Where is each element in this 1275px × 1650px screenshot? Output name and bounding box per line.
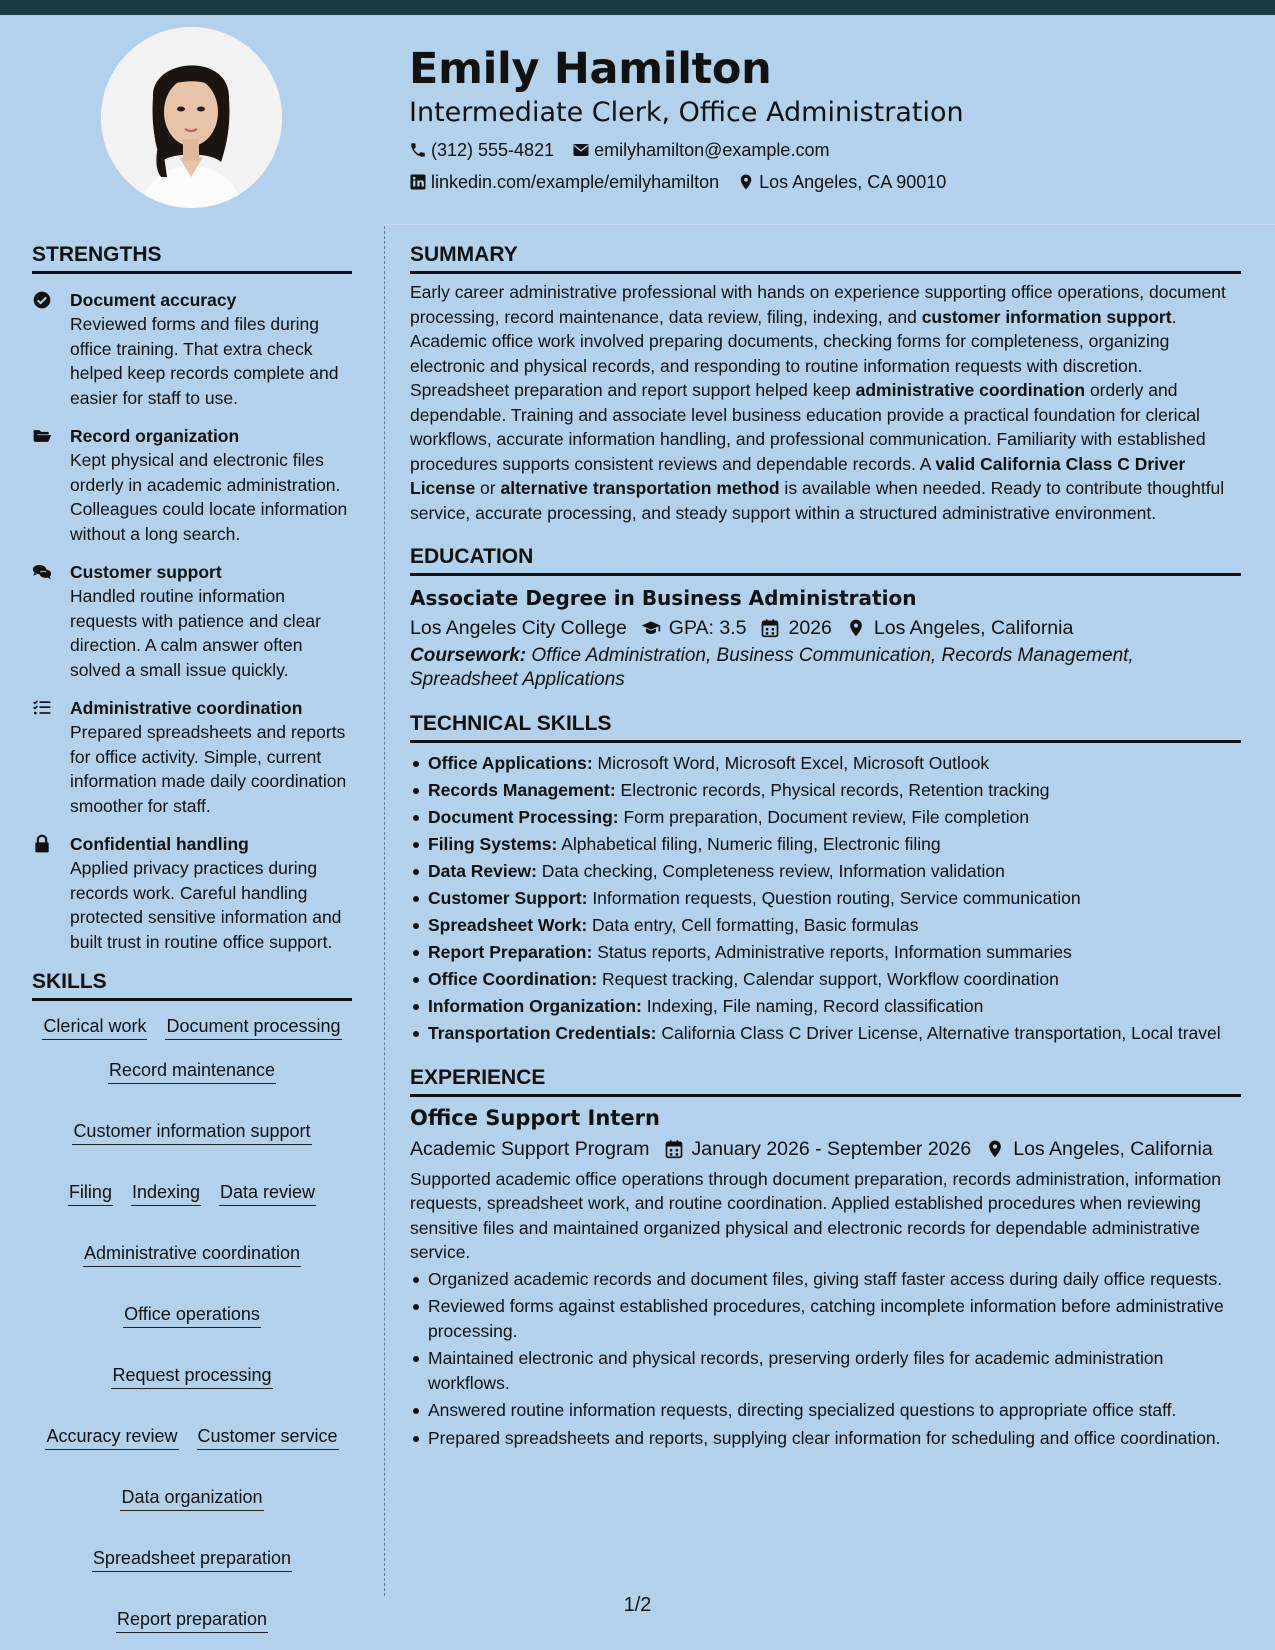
coursework: Coursework: Office Administration, Business Communication, Records Management, Spreadsheet Applications <box>410 645 1134 690</box>
header-separator <box>384 224 1275 225</box>
resume-header <box>409 42 1249 198</box>
skill-tag: Office operations <box>123 1301 261 1328</box>
gpa: GPA: 3.5 <box>641 612 747 644</box>
linkedin-contact[interactable] <box>409 172 719 193</box>
job-location: Los Angeles, California <box>985 1133 1212 1165</box>
linkedin-text: linkedin.com/example/emilyhamilton <box>431 171 720 192</box>
calendar-icon <box>664 1139 684 1159</box>
skill-tag: Customer service <box>197 1423 339 1450</box>
strength-desc: Kept physical and electronic files orderly in academic administration. Colleagues could locate information without a long search. <box>70 450 348 544</box>
strength-title: Administrative coordination <box>70 698 303 718</box>
strength-item <box>32 832 352 954</box>
email-contact[interactable] <box>572 140 829 161</box>
skill-tag: Customer information support <box>72 1118 311 1145</box>
check-circle-icon <box>32 290 52 310</box>
skill-tag: Administrative coordination <box>83 1240 301 1267</box>
strength-item <box>32 560 352 682</box>
school-name: Los Angeles City College <box>410 617 627 639</box>
list-item: Information Organization: Indexing, File naming, Record classification <box>410 994 1241 1019</box>
envelope-icon <box>572 141 590 159</box>
summary-text: Early career administrative professional with hands on experience supporting office operations, document processing, record maintenance, data review, filing, indexing, and customer information support. Academic office work involved preparing documents, checking forms for completeness, organizing electronic and physical records, and responding to routine information requests with discretion. Spreadsheet preparation and report support helped keep administrative coordination orderly and dependable. Training and associate level business education provide a practical foundation for clerical workflows, accurate information handling, and professional communication. Familiarity with established procedures supports consistent reviews and dependable records. A valid California Class C Driver License or alternative transportation method is available when needed. Ready to contribute thoughtful service, accurate processing, and steady support within a structured administrative environment. <box>410 282 1226 523</box>
strength-title: Confidential handling <box>70 834 249 854</box>
list-item: Document Processing: Form preparation, Document review, File completion <box>410 805 1241 830</box>
experience-section <box>410 1064 1241 1451</box>
candidate-name: Emily Hamilton <box>409 44 772 94</box>
contact-row-2 <box>409 166 1249 198</box>
skill-tag: Indexing <box>131 1179 201 1206</box>
strengths-list <box>32 288 352 954</box>
list-item: Prepared spreadsheets and reports, supplying clear information for scheduling and office coordination. <box>410 1426 1241 1451</box>
skill-tag: Report preparation <box>116 1606 268 1633</box>
summary-emphasis: administrative coordination <box>855 380 1086 400</box>
job-meta <box>410 1133 1241 1165</box>
graduation-year: 2026 <box>760 612 831 644</box>
location-contact <box>737 172 946 193</box>
skills-tags <box>32 1013 352 1633</box>
linkedin-icon <box>409 173 427 191</box>
strength-item <box>32 696 352 818</box>
right-column <box>410 241 1241 1453</box>
list-item: Records Management: Electronic records, Physical records, Retention tracking <box>410 778 1241 803</box>
strength-item <box>32 288 352 410</box>
job-description: Supported academic office operations through document preparation, records administration, information requests, spreadsheet work, and routine coordination. Applied established procedures when reviewing sensitive files and maintained organized physical and electronic records for dependable administrative service. <box>410 1168 1221 1262</box>
lock-icon <box>32 834 52 854</box>
comments-icon <box>32 562 52 582</box>
summary-emphasis: valid California Class C Driver License <box>410 453 1186 498</box>
summary-heading: SUMMARY <box>410 241 1241 274</box>
summary-emphasis: alternative transportation method <box>500 478 780 498</box>
email-text: emilyhamilton@example.com <box>594 139 830 160</box>
education-meta <box>410 612 1241 644</box>
skill-tag: Data review <box>219 1179 316 1206</box>
graduation-cap-icon <box>641 618 661 638</box>
location-text: Los Angeles, CA 90010 <box>759 171 947 192</box>
education-location: Los Angeles, California <box>846 612 1073 644</box>
job-title: Office Support Intern <box>410 1105 660 1130</box>
technical-skills-section <box>410 710 1241 1046</box>
strength-desc: Reviewed forms and files during office training. That extra check helped keep records complete and easier for staff to use. <box>70 314 339 408</box>
skill-tag: Spreadsheet preparation <box>92 1545 292 1572</box>
skill-tag: Data organization <box>120 1484 263 1511</box>
skill-tag: Filing <box>68 1179 113 1206</box>
job-dates: January 2026 - September 2026 <box>664 1133 972 1165</box>
phone-contact[interactable] <box>409 140 554 161</box>
strength-title: Document accuracy <box>70 290 237 310</box>
list-item: Maintained electronic and physical records, preserving orderly files for academic administration workflows. <box>410 1346 1241 1395</box>
page-number: 1/2 <box>623 1594 652 1616</box>
skill-tag: Request processing <box>111 1362 272 1389</box>
degree-title: Associate Degree in Business Administration <box>410 586 917 610</box>
strength-desc: Applied privacy practices during records work. Careful handling protected sensitive information and built trust in routine office support. <box>70 858 342 952</box>
skills-heading: SKILLS <box>32 968 352 1001</box>
profile-photo <box>101 27 282 208</box>
strength-desc: Handled routine information requests with patience and clear direction. A calm answer often solved a small issue quickly. <box>70 586 321 680</box>
list-item: Transportation Credentials: California Class C Driver License, Alternative transportation, Local travel <box>410 1021 1241 1046</box>
skill-tag: Document processing <box>165 1013 341 1040</box>
list-item: Filing Systems: Alphabetical filing, Numeric filing, Electronic filing <box>410 832 1241 857</box>
skill-tag: Record maintenance <box>108 1057 276 1084</box>
phone-icon <box>409 141 427 159</box>
job-bullets <box>410 1267 1241 1451</box>
contact-row-1 <box>409 134 1249 166</box>
list-item: Office Applications: Microsoft Word, Microsoft Excel, Microsoft Outlook <box>410 751 1241 776</box>
list-item: Office Coordination: Request tracking, Calendar support, Workflow coordination <box>410 967 1241 992</box>
phone-text: (312) 555-4821 <box>431 139 555 160</box>
list-item: Data Review: Data checking, Completeness review, Information validation <box>410 859 1241 884</box>
list-item: Report Preparation: Status reports, Administrative reports, Information summaries <box>410 940 1241 965</box>
map-marker-icon <box>737 173 755 191</box>
list-item: Organized academic records and document files, giving staff faster access during daily office requests. <box>410 1267 1241 1292</box>
strength-item <box>32 424 352 546</box>
list-item: Customer Support: Information requests, Question routing, Service communication <box>410 886 1241 911</box>
list-item: Spreadsheet Work: Data entry, Cell formatting, Basic formulas <box>410 913 1241 938</box>
education-heading: EDUCATION <box>410 543 1241 576</box>
education-section <box>410 543 1241 692</box>
map-marker-icon <box>846 618 866 638</box>
skill-tag: Accuracy review <box>45 1423 178 1450</box>
folder-open-icon <box>32 426 52 446</box>
column-divider <box>384 226 385 1596</box>
left-column <box>32 241 352 1633</box>
list-item: Answered routine information requests, directing specialized questions to appropriate office staff. <box>410 1398 1241 1423</box>
list-check-icon <box>32 698 52 718</box>
top-bar <box>0 0 1275 15</box>
technical-skills-heading: TECHNICAL SKILLS <box>410 710 1241 743</box>
strength-desc: Prepared spreadsheets and reports for office activity. Simple, current information made daily coordination smoother for staff. <box>70 722 347 816</box>
strengths-heading: STRENGTHS <box>32 241 352 274</box>
map-marker-icon <box>985 1139 1005 1159</box>
list-item: Reviewed forms against established procedures, catching incomplete information before administrative processing. <box>410 1294 1241 1343</box>
technical-skills-list <box>410 751 1241 1046</box>
summary-emphasis: customer information support <box>921 306 1172 327</box>
skill-tag: Clerical work <box>42 1013 147 1040</box>
job-org: Academic Support Program <box>410 1137 650 1160</box>
strength-title: Customer support <box>70 562 222 582</box>
candidate-title: Intermediate Clerk, Office Administration <box>409 97 964 128</box>
experience-heading: EXPERIENCE <box>410 1064 1241 1097</box>
strength-title: Record organization <box>70 426 240 446</box>
calendar-icon <box>760 618 780 638</box>
